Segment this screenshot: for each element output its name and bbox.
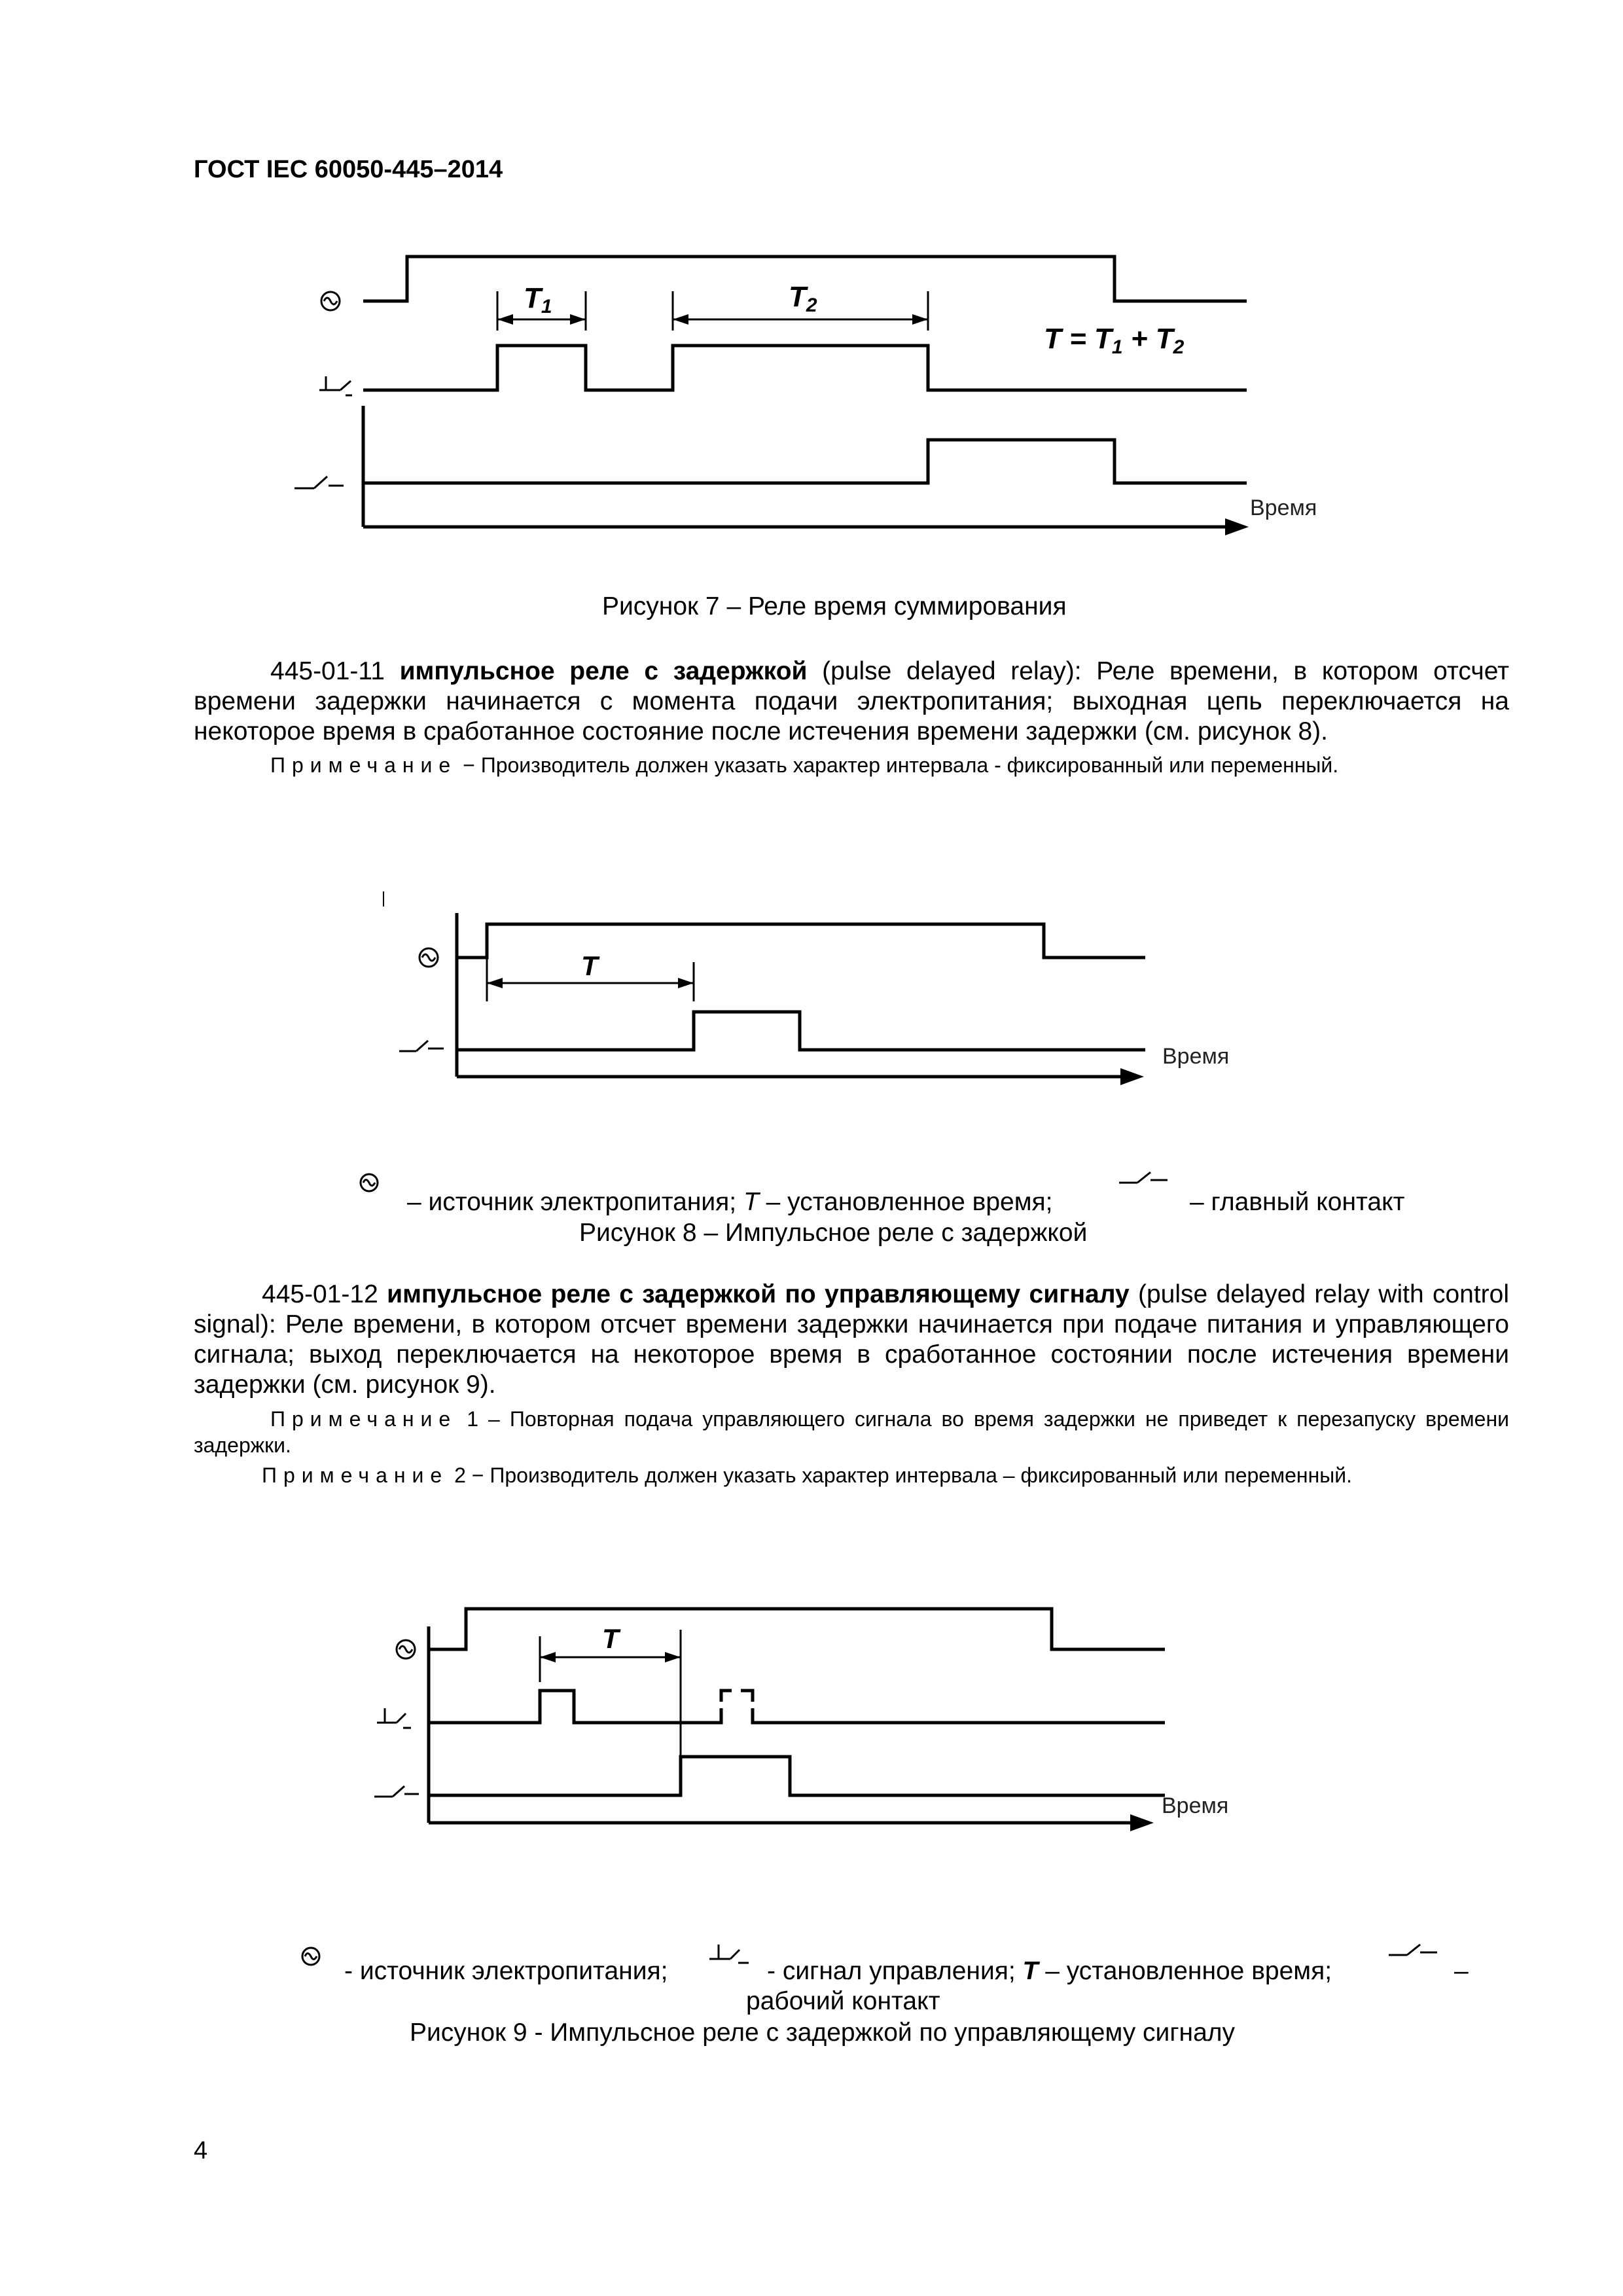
power-supply-icon: [300, 1945, 322, 1967]
time-axis-arrow: [1130, 1814, 1154, 1831]
term-pulse-delayed-relay-control: импульсное реле с задержкой по управляющему сигналу: [387, 1280, 1130, 1308]
figure-8-timing-diagram: [281, 877, 1315, 1100]
label-t: T: [581, 950, 598, 981]
figure-9-legend-contact: рабочий контакт: [746, 1987, 940, 2015]
output-contact-line: [429, 1757, 1165, 1795]
output-contact-line: [457, 1012, 1145, 1050]
power-supply-icon: [358, 1172, 380, 1194]
section-445-01-11: 445-01-11 импульсное реле с задержкой (pulse delayed relay): Реле времени, в котором отсчет времени задержки начинается с момента подачи электропитания; выходная цепь переключается на некоторое время в сработанное состояние после истечения времени задержки (см. рисунок 8).: [194, 657, 1510, 745]
time-axis-label: Время: [1162, 1044, 1230, 1069]
svg-text:T2: T2: [789, 281, 817, 316]
contact-icon: [294, 476, 344, 488]
document-header: ГОСТ IEC 60050-445–2014: [194, 156, 503, 183]
figure-9-legend-power: - источник электропитания;: [344, 1957, 668, 1985]
label-t2: T: [789, 281, 806, 313]
contact-icon: [399, 1041, 444, 1051]
svg-text:T1: T1: [524, 282, 552, 317]
contact-icon: [1387, 1941, 1440, 1960]
figure-8-caption: Рисунок 8 – Импульсное реле с задержкой: [579, 1219, 1088, 1247]
contact-icon: [374, 1786, 419, 1797]
label-t1: T: [524, 282, 541, 314]
power-signal-line: [457, 924, 1145, 958]
power-supply-icon: [419, 948, 438, 967]
control-signal-icon: [319, 376, 352, 395]
power-supply-icon: [321, 292, 340, 310]
note-1-445-01-12: Примечание 1 – Повторная подача управляющего сигнала во время задержки не приведет к перезапуску времени задержки.: [194, 1407, 1509, 1457]
time-axis-arrow: [1120, 1068, 1144, 1085]
figure-7-caption: Рисунок 7 – Реле время суммирования: [602, 592, 1067, 620]
time-axis-arrow: [1225, 518, 1249, 535]
time-axis-label: Время: [1162, 1793, 1229, 1818]
figure-7-timing-diagram: [281, 242, 1342, 550]
figure-9-timing-diagram: [366, 1590, 1296, 1865]
output-contact-line: [363, 440, 1247, 483]
power-supply-icon: [397, 1640, 415, 1659]
page-number: 4: [194, 2137, 208, 2164]
contact-icon: [1118, 1168, 1170, 1188]
figure-8-legend-contact: – главный контакт: [1190, 1188, 1405, 1216]
figure-9-caption: Рисунок 9 - Импульсное реле с задержкой по управляющему сигналу: [410, 2018, 1236, 2047]
term-pulse-delayed-relay: импульсное реле с задержкой: [399, 657, 808, 685]
control-signal-icon: [707, 1941, 753, 1967]
note-445-01-11: Примечание − Производитель должен указать характер интервала - фиксированный или переменный.: [270, 753, 1339, 777]
section-445-01-12: 445-01-12 импульсное реле с задержкой по управляющему сигналу (pulse delayed relay with control signal): Реле времени, в котором отсчет времени задержки начинается при подаче питания и управляющего сигнала; выход переключается на некоторое время в сработанное состоянии после истечения времени задержки (см. рисунок 9).: [194, 1280, 1510, 1399]
time-axis-label: Время: [1250, 495, 1317, 520]
figure-9-legend-signal: - сигнал управления; T – установленное время;: [767, 1957, 1332, 1985]
figure-8-legend-power: – источник электропитания; T – установленное время;: [407, 1188, 1053, 1216]
figure-9-legend-dash: –: [1454, 1957, 1469, 1985]
note-2-445-01-12: Примечание 2 − Производитель должен указать характер интервала – фиксированный или переменный.: [262, 1463, 1352, 1487]
label-t: T: [602, 1623, 619, 1654]
formula-t-sum: T = T1 + T2: [1044, 323, 1185, 358]
control-signal-line: [429, 1691, 1165, 1723]
control-signal-icon: [377, 1708, 411, 1728]
